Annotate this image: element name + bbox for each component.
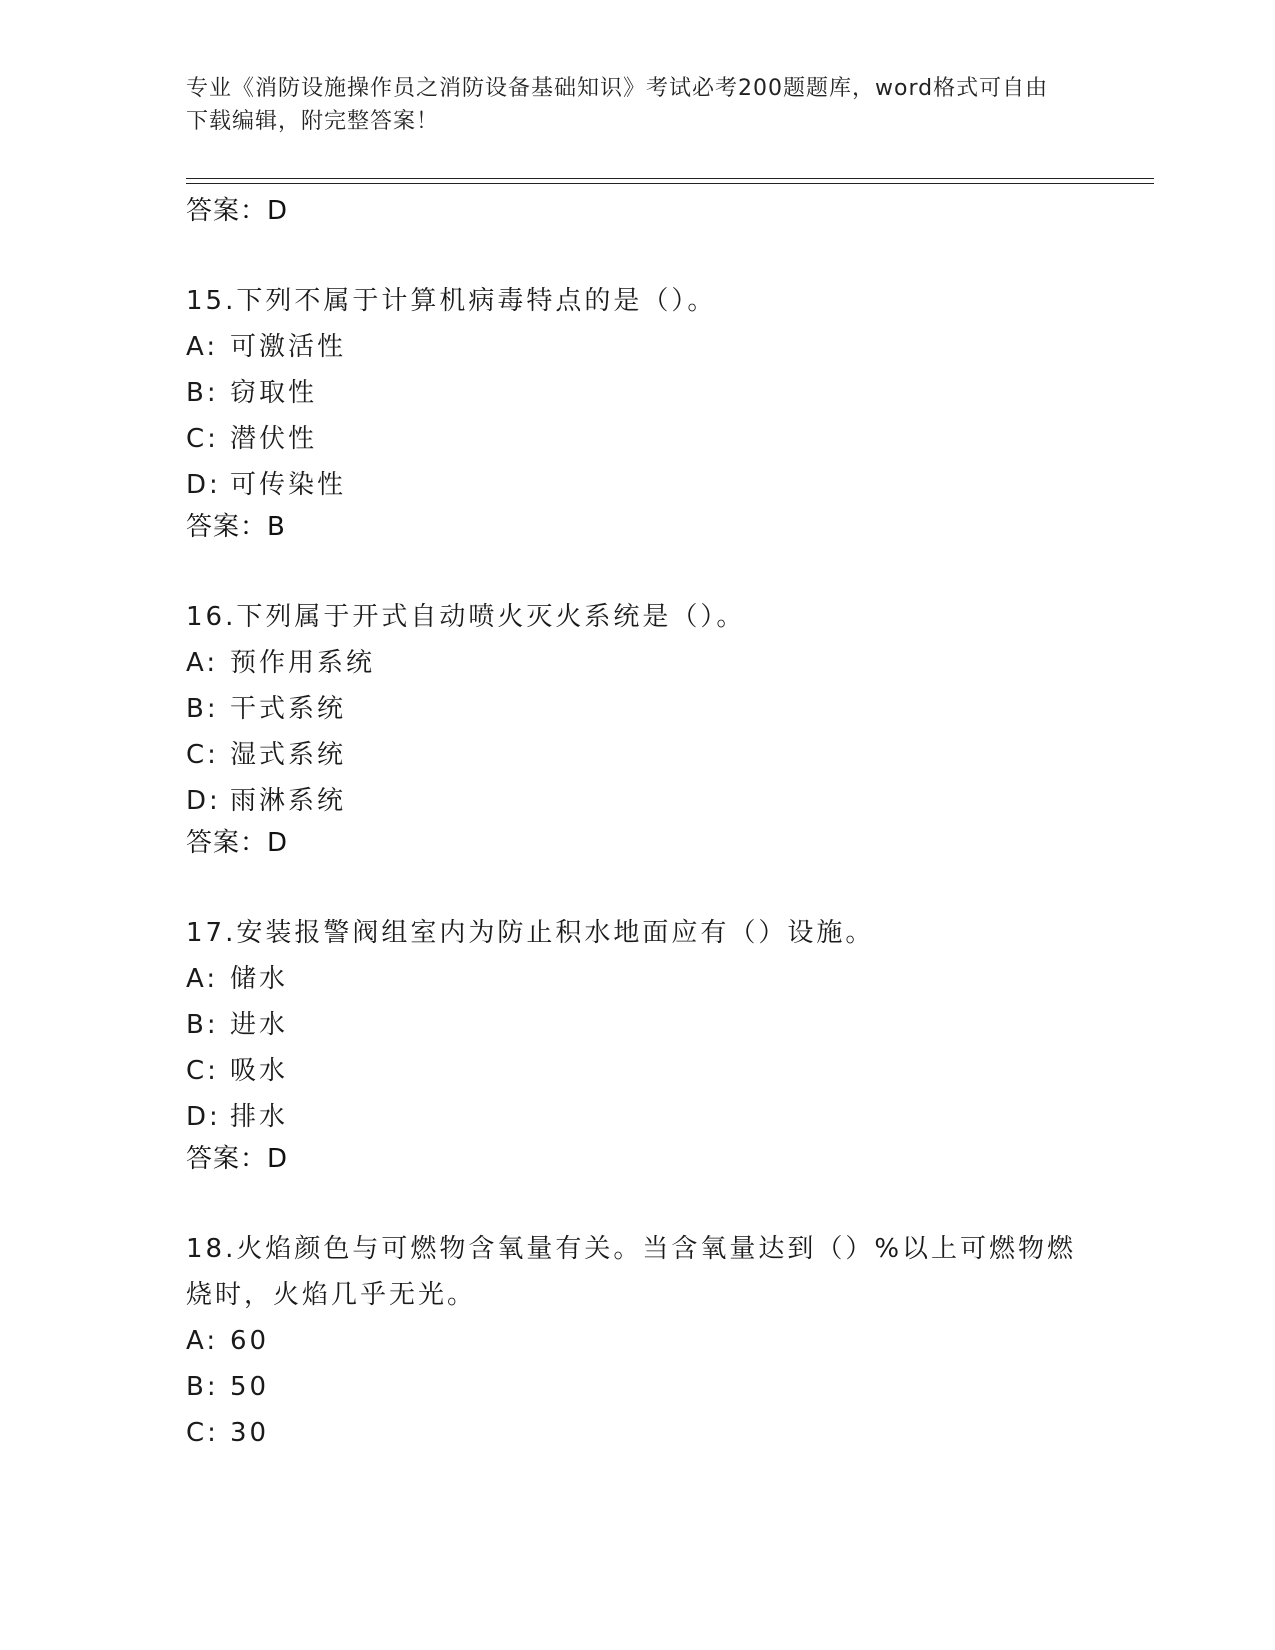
- option-key: A:: [186, 964, 219, 994]
- option-text: 储水: [230, 964, 289, 994]
- question-stem: 15.下列不属于计算机病毒特点的是（）。: [186, 286, 717, 316]
- option-text: 预作用系统: [230, 648, 376, 678]
- option-key: A:: [186, 332, 219, 362]
- option-b: [186, 1364, 1086, 1410]
- option-d: [186, 462, 1086, 508]
- option-key: C:: [186, 740, 219, 770]
- option-text: 30: [230, 1418, 270, 1448]
- option-a: [186, 324, 1086, 370]
- option-a: [186, 956, 1086, 1002]
- header-rule-bottom: [186, 183, 1154, 184]
- option-text: 60: [230, 1326, 270, 1356]
- option-text: 窃取性: [230, 378, 318, 408]
- question-stem: 18.火焰颜色与可燃物含氧量有关。当含氧量达到（）%以上可燃物燃烧时，火焰几乎无光。: [186, 1234, 1077, 1310]
- option-text: 50: [230, 1372, 270, 1402]
- option-c: [186, 1048, 1086, 1094]
- option-text: 进水: [230, 1010, 289, 1040]
- option-d: [186, 1094, 1086, 1140]
- page-header: 专业《消防设施操作员之消防设备基础知识》考试必考200题题库，word格式可自由下载编辑，附完整答案！: [186, 76, 1049, 134]
- question-list: [186, 190, 1086, 1456]
- option-text: 吸水: [230, 1056, 289, 1086]
- option-text: 雨淋系统: [230, 786, 347, 816]
- option-b: [186, 686, 1086, 732]
- question-18: [186, 1226, 1086, 1456]
- option-d: [186, 778, 1086, 824]
- option-key: B:: [186, 378, 219, 408]
- option-text: 湿式系统: [230, 740, 347, 770]
- question-stem: 16.下列属于开式自动喷火灭火系统是（）。: [186, 602, 746, 632]
- option-key: C:: [186, 424, 219, 454]
- previous-answer: 答案：D: [186, 196, 289, 226]
- option-key: C:: [186, 1056, 219, 1086]
- option-key: A:: [186, 1326, 219, 1356]
- question-16: [186, 594, 1086, 860]
- option-key: B:: [186, 694, 219, 724]
- option-text: 排水: [230, 1102, 289, 1132]
- question-answer: 答案：D: [186, 1144, 289, 1174]
- option-text: 干式系统: [230, 694, 347, 724]
- option-c: [186, 1410, 1086, 1456]
- option-key: B:: [186, 1372, 219, 1402]
- question-answer: 答案：D: [186, 828, 289, 858]
- option-c: [186, 732, 1086, 778]
- header-rule-top: [186, 178, 1154, 179]
- option-key: A:: [186, 648, 219, 678]
- option-text: 可传染性: [230, 470, 347, 500]
- question-stem: 17.安装报警阀组室内为防止积水地面应有（）设施。: [186, 918, 875, 948]
- option-key: D:: [186, 470, 221, 500]
- option-key: D:: [186, 1102, 221, 1132]
- option-c: [186, 416, 1086, 462]
- option-a: [186, 640, 1086, 686]
- option-key: B:: [186, 1010, 219, 1040]
- question-17: [186, 910, 1086, 1176]
- option-a: [186, 1318, 1086, 1364]
- option-b: [186, 1002, 1086, 1048]
- option-key: D:: [186, 786, 221, 816]
- option-key: C:: [186, 1418, 219, 1448]
- option-text: 可激活性: [230, 332, 347, 362]
- option-b: [186, 370, 1086, 416]
- question-15: [186, 278, 1086, 544]
- option-text: 潜伏性: [230, 424, 318, 454]
- question-answer: 答案：B: [186, 512, 286, 542]
